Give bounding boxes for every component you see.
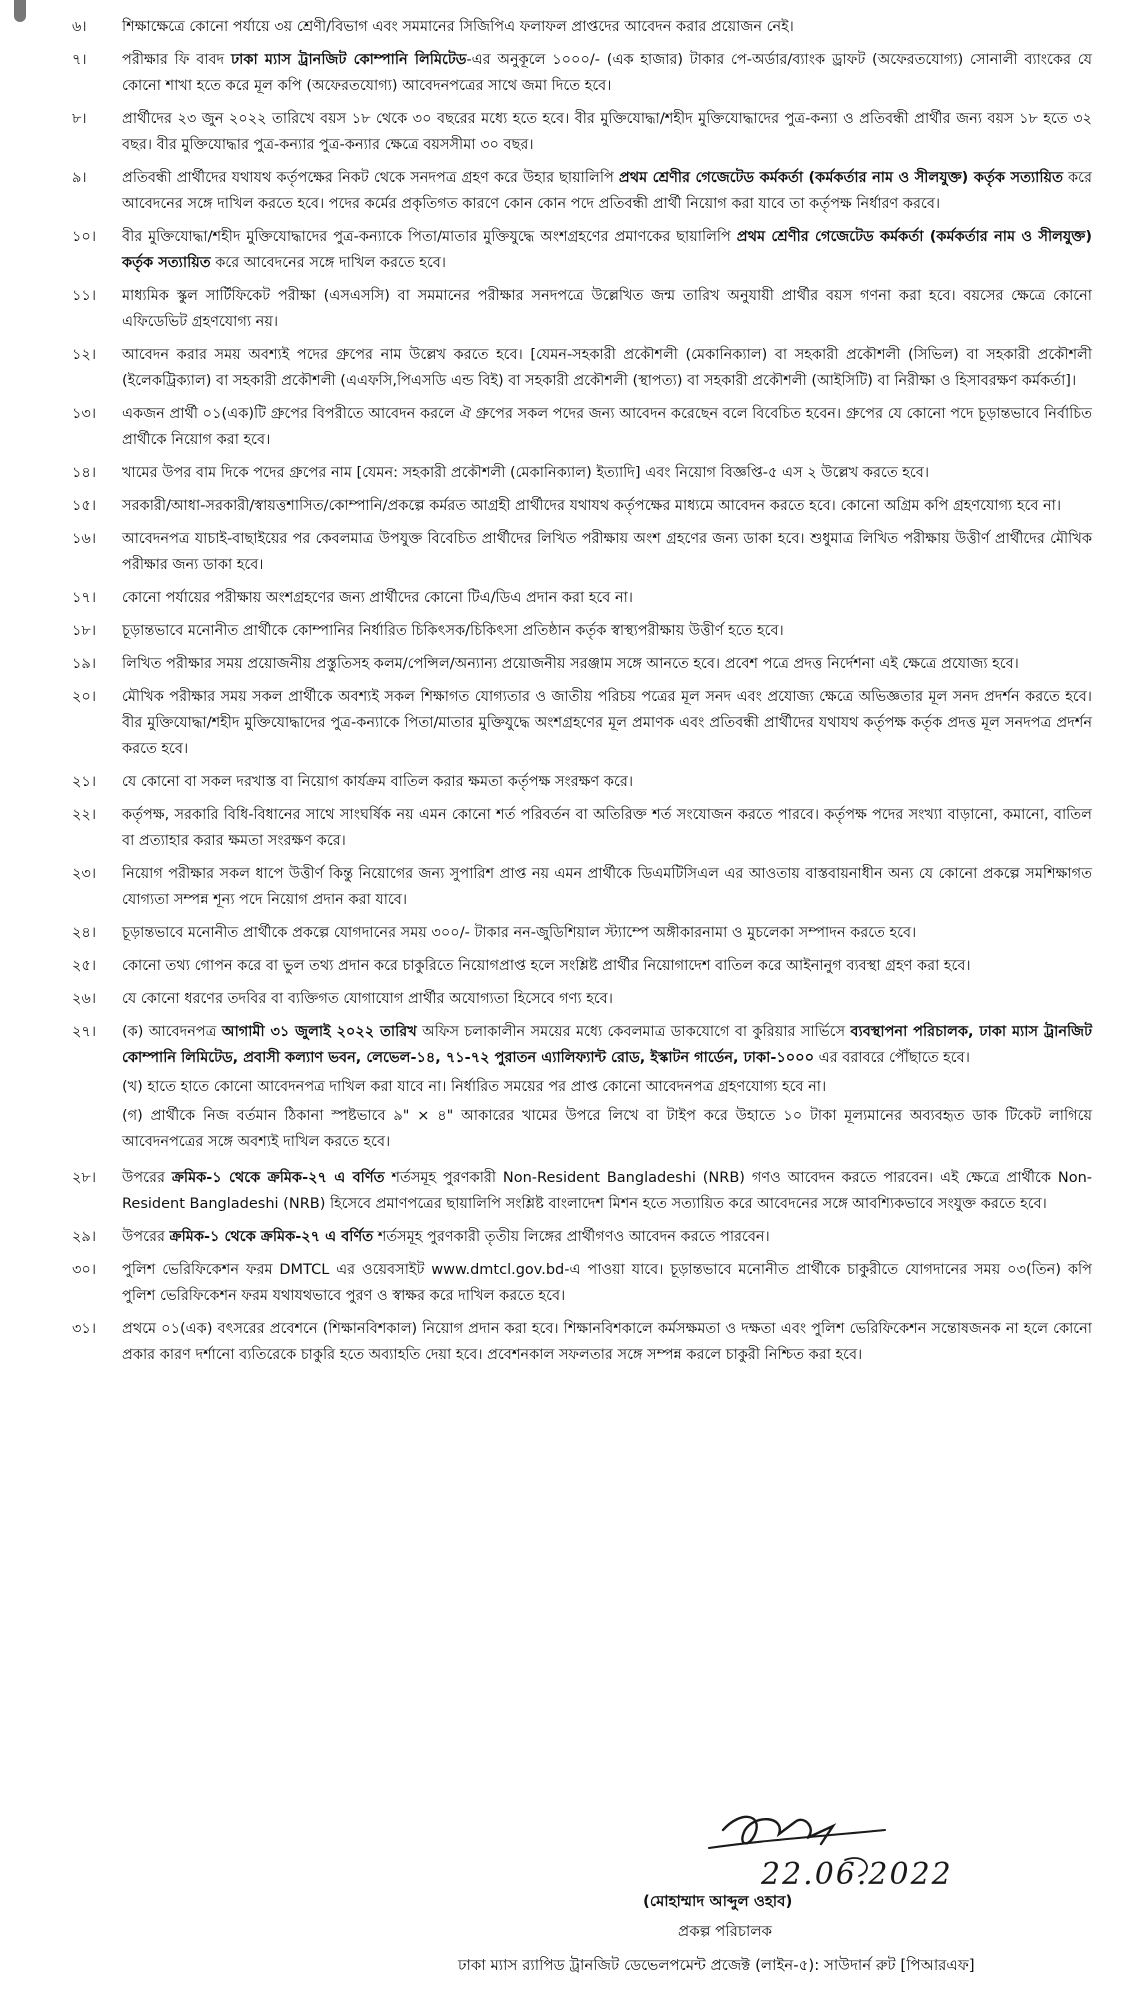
item-number: ৭। — [72, 52, 87, 68]
list-item — [72, 224, 1092, 276]
item-text: লিখিত পরীক্ষার সময় প্রয়োজনীয় প্রস্তুতিসহ কলম/পেন্সিল/অন্যান্য প্রয়োজনীয় সরঞ্জাম সঙ্গে আনতে হবে। প্রবেশ পত্রে প্রদত্ত নির্দেশনা এই ক্ষেত্রে প্রযোজ্য হবে। — [122, 656, 1019, 672]
item-number: ১৪। — [72, 465, 97, 481]
list-item — [72, 47, 1092, 99]
list-item — [72, 953, 1092, 979]
item-number: ১৭। — [72, 590, 97, 606]
item-number: ৯। — [72, 170, 87, 186]
list-item — [72, 802, 1092, 854]
item-text: যে কোনো ধরণের তদবির বা ব্যক্তিগত যোগাযোগ প্রার্থীর অযোগ্যতা হিসেবে গণ্য হবে। — [122, 991, 613, 1007]
item-text: চূড়ান্তভাবে মনোনীত প্রার্থীকে প্রকল্পে যোগদানের সময় ৩০০/- টাকার নন-জুডিশিয়াল স্ট্যাম্পে অঙ্গীকারনামা ও মুচলেকা সম্পাদন করতে হবে। — [122, 925, 917, 941]
list-item — [72, 651, 1092, 677]
list-item — [72, 283, 1092, 335]
emphasis: ব্যবস্থাপনা পরিচালক, ঢাকা ম্যাস ট্রানজিট কোম্পানি লিমিটেড, প্রবাসী কল্যাণ ভবন, লেভেল-১৪, ৭১-৭২ পুরাতন এ্যালিফ্যান্ট রোড, ইস্কাটন গার্ডেন, ঢাকা-১০০০ — [122, 1024, 1092, 1066]
list-item — [72, 861, 1092, 913]
item-number: ২৬। — [72, 991, 97, 1007]
item-text: উপরের ক্রমিক-১ থেকে ক্রমিক-২৭ এ বর্ণিত শর্তসমূহ পুরণকারী তৃতীয় লিঙ্গের প্রার্থীগণও আবেদন করতে পারবেন। — [122, 1229, 770, 1245]
item-number: ২১। — [72, 774, 97, 790]
list-item — [72, 1019, 1092, 1158]
list-item — [72, 986, 1092, 1012]
item-number: ৬। — [72, 19, 87, 35]
list-item — [72, 769, 1092, 795]
list-item — [72, 1316, 1092, 1368]
item-text: কর্তৃপক্ষ, সরকারি বিধি-বিধানের সাথে সাংঘর্ষিক নয় এমন কোনো শর্ত পরিবর্তন বা অতিরিক্ত শর্ত সংযোজন করতে পারবে। কর্তৃপক্ষ পদের সংখ্যা বাড়ানো, কমানো, বাতিল বা প্রত্যাহার করার ক্ষমতা সংরক্ষণ করে। — [122, 807, 1092, 849]
item-number: ১৬। — [72, 531, 97, 547]
item-text: খামের উপর বাম দিকে পদের গ্রুপের নাম [যেমন: সহকারী প্রকৌশলী (মেকানিক্যাল) ইত্যাদি] এবং নিয়োগ বিজ্ঞপ্তি-৫ এস ২ উল্লেখ করতে হবে। — [122, 465, 930, 481]
list-item — [72, 1257, 1092, 1309]
item-text: নিয়োগ পরীক্ষার সকল ধাপে উত্তীর্ণ কিন্তু নিয়োগের জন্য সুপারিশ প্রাপ্ত নয় এমন প্রার্থীকে ডিএমটিসিএল এর আওতায় বাস্তবায়নাধীন অন্য যে কোনো প্রকল্পে সমশিক্ষাগত যোগ্যতা সম্পন্ন শূন্য পদে নিয়োগ প্রদান করা যাবে। — [122, 866, 1092, 908]
list-item — [72, 460, 1092, 486]
item-number: ২৮। — [72, 1170, 97, 1186]
item-number: ১০। — [72, 229, 97, 245]
signatory-title: প্রকল্প পরিচালক — [678, 1922, 773, 1940]
item-number: ১১। — [72, 288, 97, 304]
item-number: ৩০। — [72, 1262, 97, 1278]
list-item — [72, 1165, 1092, 1217]
list-item — [72, 585, 1092, 611]
item-number: ১৫। — [72, 498, 97, 514]
list-item — [72, 618, 1092, 644]
item-text: কোনো তথ্য গোপন করে বা ভুল তথ্য প্রদান করে চাকুরিতে নিয়োগপ্রাপ্ত হলে সংশ্লিষ্ট প্রার্থীর নিয়োগাদেশ বাতিল করে আইনানুগ ব্যবস্থা গ্রহণ করা হবে। — [122, 958, 971, 974]
item-text: যে কোনো বা সকল দরখাস্ত বা নিয়োগ কার্যক্রম বাতিল করার ক্ষমতা কর্তৃপক্ষ সংরক্ষণ করে। — [122, 774, 634, 790]
item-text: আবেদন করার সময় অবশ্যই পদের গ্রুপের নাম উল্লেখ করতে হবে। [যেমন-সহকারী প্রকৌশলী (মেকানিক্যাল) বা সহকারী প্রকৌশলী (সিভিল) বা সহকারী প্রকৌশলী (ইলেকট্রিক্যাল) বা সহকারী প্রকৌশলী (এএফসি,পিএসডি এন্ড বিই) বা সহকারী প্রকৌশলী (স্থাপত্য) বা সহকারী প্রকৌশলী (আইসিটি) বা নিরীক্ষা ও হিসাবরক্ষণ কর্মকর্তা]। — [122, 347, 1092, 389]
item-number: ২০। — [72, 689, 97, 705]
list-item — [72, 106, 1092, 158]
item-number: ২৩। — [72, 866, 97, 882]
item-number: ২৭। — [72, 1024, 97, 1040]
list-item — [72, 684, 1092, 762]
list-item — [72, 493, 1092, 519]
item-text: বীর মুক্তিযোদ্ধা/শহীদ মুক্তিযোদ্ধাদের পুত্র-কন্যাকে পিতা/মাতার মুক্তিযুদ্ধে অংশগ্রহণের প্রমাণকের ছায়ালিপি প্রথম শ্রেণীর গেজেটেড কর্মকর্তা (কর্মকর্তার নাম ও সীলযুক্ত) কর্তৃক সত্যায়িত করে আবেদনের সঙ্গে দাখিল করতে হবে। — [122, 229, 1092, 271]
signatory-name: (মোহাম্মাদ আব্দুল ওহাব) — [643, 1892, 793, 1910]
item-text: কোনো পর্যায়ের পরীক্ষায় অংশগ্রহণের জন্য প্রার্থীদের কোনো টিএ/ডিএ প্রদান করা হবে না। — [122, 590, 633, 606]
list-item — [72, 342, 1092, 394]
item-number: ২২। — [72, 807, 97, 823]
item-text: একজন প্রার্থী ০১(এক)টি গ্রুপের বিপরীতে আবেদন করলে ঐ গ্রুপের সকল পদের জন্য আবেদন করেছেন বলে বিবেচিত হবেন। গ্রুপের যে কোনো পদে চূড়ান্তভাবে নির্বাচিত প্রার্থীকে নিয়োগ করা হবে। — [122, 406, 1092, 448]
item-text: প্রার্থীদের ২৩ জুন ২০২২ তারিখে বয়স ১৮ থেকে ৩০ বছরের মধ্যে হতে হবে। বীর মুক্তিযোদ্ধা/শহীদ মুক্তিযোদ্ধাদের পুত্র-কন্যা ও প্রতিবন্ধী প্রার্থীর জন্য বয়স ১৮ হতে ৩২ বছর। বীর মুক্তিযোদ্ধার পুত্র-কন্যার পুত্র-কন্যার ক্ষেত্রে বয়সসীমা ৩০ বছর। — [122, 111, 1092, 153]
emphasis: আগামী ৩১ জুলাই ২০২২ তারিখ — [221, 1024, 417, 1040]
item-number: ২৯। — [72, 1229, 97, 1245]
item-text: পুলিশ ভেরিফিকেশন ফরম DMTCL এর ওয়েবসাইট www.dmtcl.gov.bd-এ পাওয়া যাবে। চূড়ান্তভাবে মনোনীত প্রার্থীকে চাকুরীতে যোগদানের সময় ০৩(তিন) কপি পুলিশ ভেরিফিকেশন ফরম যথাযথভাবে পুরণ ও স্বাক্ষর করে দাখিল করতে হবে। — [122, 1262, 1092, 1304]
list-item — [72, 165, 1092, 217]
list-item — [72, 920, 1092, 946]
scan-edge-mark — [14, 0, 26, 22]
emphasis: ঢাকা ম্যাস ট্রানজিট কোম্পানি লিমিটেড — [230, 52, 467, 68]
item-text: মাধ্যমিক স্কুল সার্টিফিকেট পরীক্ষা (এসএসসি) বা সমমানের পরীক্ষার সনদপত্রে উল্লেখিত জন্ম তারিখ অনুযায়ী প্রার্থীর বয়স গণনা করা হবে। বয়সের ক্ষেত্রে কোনো এফিডেভিট গ্রহণযোগ্য নয়। — [122, 288, 1092, 330]
project-office: ঢাকা ম্যাস র‍্যাপিড ট্রানজিট ডেভেলপমেন্ট প্রজেক্ট (লাইন-৫): সাউদার্ন রুট [পিআরএফ] — [458, 1956, 975, 1974]
list-item — [72, 526, 1092, 578]
item-number: ২৫। — [72, 958, 97, 974]
item-text: সরকারী/আধা-সরকারী/স্বায়ত্তশাসিত/কোম্পানি/প্রকল্পে কর্মরত আগ্রহী প্রার্থীদের যথাযথ কর্তৃপক্ষের মাধ্যমে আবেদন করতে হবে। কোনো অগ্রিম কপি গ্রহণযোগ্য হবে না। — [122, 498, 1062, 514]
item-number: ১৮। — [72, 623, 97, 639]
conditions-list — [72, 14, 1092, 1375]
sub-item: (গ) প্রার্থীকে নিজ বর্তমান ঠিকানা স্পষ্টভাবে ৯" × ৪" আকারের খামের উপরে লিখে বা টাইপ করে উহাতে ১০ টাকা মূল্যমানের অব্যবহৃত ডাক টিকেট লাগিয়ে আবেদনপত্রের সঙ্গে অবশ্যই দাখিল করতে হবে। — [122, 1108, 1092, 1150]
item-text: চূড়ান্তভাবে মনোনীত প্রার্থীকে কোম্পানির নির্ধারিত চিকিৎসক/চিকিৎসা প্রতিষ্ঠান কর্তৃক স্বাস্থ্যপরীক্ষায় উত্তীর্ণ হতে হবে। — [122, 623, 784, 639]
emphasis: ক্রমিক-১ থেকে ক্রমিক-২৭ এ বর্ণিত — [171, 1170, 385, 1186]
emphasis: প্রথম শ্রেণীর গেজেটেড কর্মকর্তা (কর্মকর্তার নাম ও সীলযুক্ত) কর্তৃক সত্যায়িত — [618, 170, 1063, 186]
signature-date: 22.06.2022 — [761, 1857, 953, 1892]
item-text: উপরের ক্রমিক-১ থেকে ক্রমিক-২৭ এ বর্ণিত শর্তসমূহ পুরণকারী Non-Resident Bangladeshi (NRB) গণও আবেদন করতে পারবেন। এই ক্ষেত্রে প্রার্থীকে Non-Resident Bangladeshi (NRB) হিসেবে প্রমাণপত্রের ছায়ালিপি সংশ্লিষ্ট বাংলাদেশ মিশন হতে সত্যায়িত করে আবেদনের সঙ্গে আবশ্যিকভাবে সংযুক্ত করতে হবে। — [122, 1170, 1092, 1212]
item-number: ৩১। — [72, 1321, 97, 1337]
item-text: পরীক্ষার ফি বাবদ ঢাকা ম্যাস ট্রানজিট কোম্পানি লিমিটেড-এর অনুকূলে ১০০০/- (এক হাজার) টাকার পে-অর্ডার/ব্যাংক ড্রাফট (অফেরতযোগ্য) সোনালী ব্যাংকের যে কোনো শাখা হতে করে মূল কপি (অফেরতযোগ্য) আবেদনপত্রের সাথে জমা দিতে হবে। — [122, 52, 1092, 94]
emphasis: প্রথম শ্রেণীর গেজেটেড কর্মকর্তা (কর্মকর্তার নাম ও সীলযুক্ত) কর্তৃক সত্যায়িত — [122, 229, 1092, 271]
item-number: ১৩। — [72, 406, 97, 422]
sub-item: (খ) হাতে হাতে কোনো আবেদনপত্র দাখিল করা যাবে না। নির্ধারিত সময়ের পর প্রাপ্ত কোনো আবেদনপত্র গ্রহণযোগ্য হবে না। — [122, 1079, 827, 1095]
list-item — [72, 1224, 1092, 1250]
item-number: ৮। — [72, 111, 87, 127]
item-text: শিক্ষাক্ষেত্রে কোনো পর্যায়ে ৩য় শ্রেণী/বিভাগ এবং সমমানের সিজিপিএ ফলাফল প্রাপ্তদের আবেদন করার প্রয়োজন নেই। — [122, 19, 794, 35]
sub-item: (ক) আবেদনপত্র আগামী ৩১ জুলাই ২০২২ তারিখ অফিস চলাকালীন সময়ের মধ্যে কেবলমাত্র ডাকযোগে বা কুরিয়ার সার্ভিসে ব্যবস্থাপনা পরিচালক, ঢাকা ম্যাস ট্রানজিট কোম্পানি লিমিটেড, প্রবাসী কল্যাণ ভবন, লেভেল-১৪, ৭১-৭২ পুরাতন এ্যালিফ্যান্ট রোড, ইস্কাটন গার্ডেন, ঢাকা-১০০০ এর বরাবরে পৌঁছাতে হবে। — [122, 1024, 1092, 1066]
item-number: ২৪। — [72, 925, 97, 941]
item-number: ১৯। — [72, 656, 97, 672]
emphasis: ক্রমিক-১ থেকে ক্রমিক-২৭ এ বর্ণিত — [169, 1229, 374, 1245]
item-text: প্রতিবন্ধী প্রার্থীদের যথাযথ কর্তৃপক্ষের নিকট থেকে সনদপত্র গ্রহণ করে উহার ছায়ালিপি প্রথম শ্রেণীর গেজেটেড কর্মকর্তা (কর্মকর্তার নাম ও সীলযুক্ত) কর্তৃক সত্যায়িত করে আবেদনের সঙ্গে দাখিল করতে হবে। পদের কর্মের প্রকৃতিগত কারণে কোন কোন পদে প্রতিবন্ধী প্রার্থী নিয়োগ করা যাবে তা কর্তৃপক্ষ নির্ধারণ করবে। — [122, 170, 1092, 212]
item-text: মৌখিক পরীক্ষার সময় সকল প্রার্থীকে অবশ্যই সকল শিক্ষাগত যোগ্যতার ও জাতীয় পরিচয় পত্রের মূল সনদ এবং প্রযোজ্য ক্ষেত্রে অভিজ্ঞতার মূল সনদ প্রদর্শন করতে হবে। বীর মুক্তিযোদ্ধা/শহীদ মুক্তিযোদ্ধাদের পুত্র-কন্যাকে পিতা/মাতার মুক্তিযুদ্ধে অংশগ্রহণের মূল প্রমাণক এবং প্রতিবন্ধী প্রার্থীদের যথাযথ কর্তৃপক্ষ কর্তৃক প্রদত্ত মূল সনদপত্র প্রদর্শন করতে হবে। — [122, 689, 1092, 757]
list-item — [72, 14, 1092, 40]
item-text — [122, 1019, 1092, 1158]
item-number: ১২। — [72, 347, 97, 363]
list-item — [72, 401, 1092, 453]
item-text: প্রথমে ০১(এক) বৎসরের প্রবেশনে (শিক্ষানবিশকাল) নিয়োগ প্রদান করা হবে। শিক্ষানবিশকালে কর্মসক্ষমতা ও দক্ষতা এবং পুলিশ ভেরিফিকেশন সন্তোষজনক না হলে কোনো প্রকার কারণ দর্শানো ব্যতিরেকে চাকুরি হতে অব্যাহতি দেয়া হবে। প্রবেশনকাল সফলতার সঙ্গে সম্পন্ন করলে চাকুরী নিশ্চিত করা হবে। — [122, 1321, 1092, 1363]
item-text: আবেদনপত্র যাচাই-বাছাইয়ের পর কেবলমাত্র উপযুক্ত বিবেচিত প্রার্থীদের লিখিত পরীক্ষায় অংশ গ্রহণের জন্য ডাকা হবে। শুধুমাত্র লিখিত পরীক্ষায় উত্তীর্ণ প্রার্থীদের মৌখিক পরীক্ষার জন্য ডাকা হবে। — [122, 531, 1092, 573]
